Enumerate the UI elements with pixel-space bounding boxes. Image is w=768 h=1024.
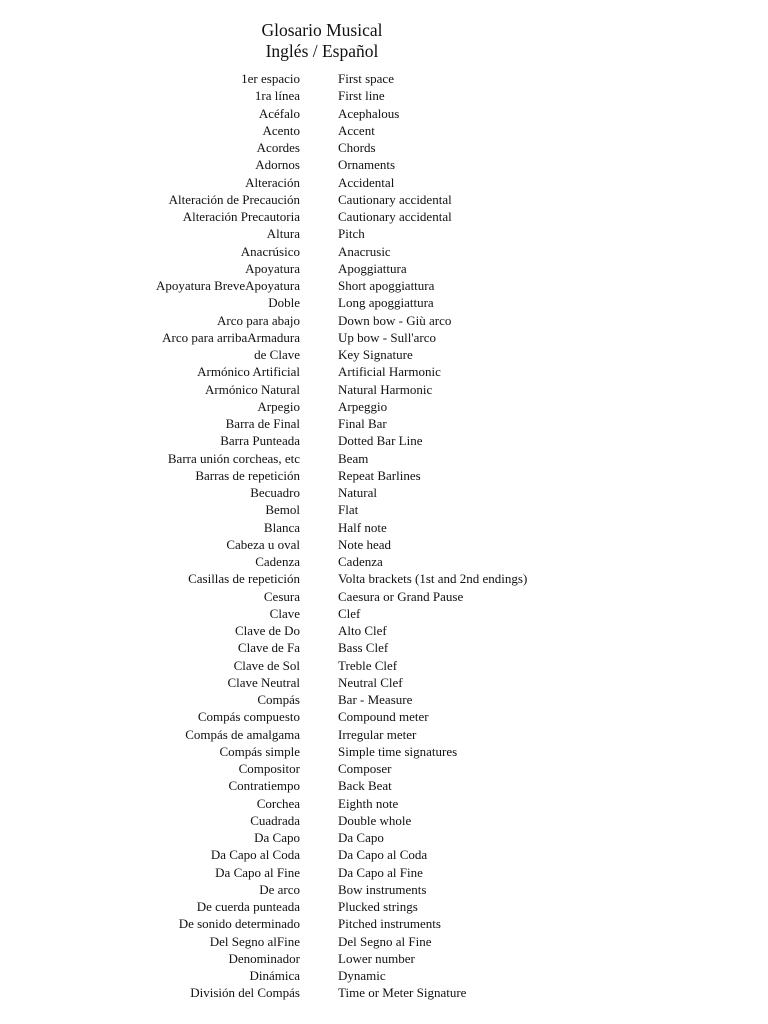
term-english: Beam <box>338 450 369 466</box>
glossary-row <box>0 760 768 777</box>
term-english: Da Capo <box>338 830 384 845</box>
term-spanish: Clave <box>269 605 300 621</box>
glossary-row <box>0 225 768 242</box>
glossary-row <box>0 294 768 311</box>
term-spanish: Becuadro <box>250 485 300 500</box>
term-english: Cautionary accidental <box>338 209 452 224</box>
glossary-row <box>0 777 768 794</box>
term-spanish: Del Segno alFine <box>209 933 300 949</box>
term-english: Plucked strings <box>338 899 418 914</box>
term-english: Pitched instruments <box>338 916 441 932</box>
term-spanish: Armónico Artificial <box>197 364 300 380</box>
term-english: Accent <box>338 122 375 138</box>
glossary-row <box>0 415 768 432</box>
glossary-row <box>0 622 768 639</box>
term-spanish: Da Capo <box>254 830 300 845</box>
term-spanish: Compás <box>257 692 300 707</box>
glossary-row <box>0 87 768 104</box>
term-spanish: Clave Neutral <box>227 674 300 690</box>
term-english: Natural <box>338 485 377 500</box>
term-spanish: Acento <box>262 122 300 138</box>
glossary-row <box>0 829 768 846</box>
term-english: Da Capo al Fine <box>338 864 423 880</box>
term-english: Da Capo al Coda <box>338 847 428 863</box>
term-spanish: Blanca <box>263 519 300 535</box>
term-english: Pitch <box>338 226 365 242</box>
glossary-row <box>0 708 768 725</box>
glossary-row <box>0 639 768 656</box>
glossary-row <box>0 881 768 898</box>
term-english: Ornaments <box>338 157 396 173</box>
term-spanish: Da Capo al Fine <box>215 864 300 880</box>
term-english: Bar - Measure <box>338 692 413 707</box>
glossary-row <box>0 950 768 967</box>
glossary-row <box>0 450 768 467</box>
term-english: Bass Clef <box>338 640 389 656</box>
term-spanish: de Clave <box>254 347 300 362</box>
term-spanish: Denominador <box>228 950 300 966</box>
glossary-row <box>0 812 768 829</box>
term-english: Artificial Harmonic <box>338 364 441 380</box>
term-spanish: De cuerda punteada <box>196 899 300 914</box>
glossary-row <box>0 933 768 950</box>
term-english: Simple time signatures <box>338 743 458 759</box>
term-spanish: 1ra línea <box>254 88 300 104</box>
term-spanish: Bemol <box>265 502 300 518</box>
glossary-row <box>0 467 768 484</box>
glossary-row <box>0 967 768 984</box>
glossary-row <box>0 312 768 329</box>
term-spanish: División del Compás <box>190 985 300 1001</box>
term-english: Clef <box>338 605 361 621</box>
term-spanish: Barra Punteada <box>220 433 300 449</box>
glossary-row <box>0 70 768 87</box>
term-english: Up bow - Sull'arco <box>338 329 437 345</box>
glossary-row <box>0 243 768 260</box>
term-english: Apoggiattura <box>338 260 407 276</box>
term-english: Acephalous <box>338 105 400 121</box>
term-spanish: Corchea <box>256 795 300 811</box>
term-english: Natural Harmonic <box>338 381 433 397</box>
term-english: Bow instruments <box>338 881 427 897</box>
glossary-row <box>0 346 768 363</box>
glossary-row <box>0 139 768 156</box>
term-spanish: Compás compuesto <box>197 709 300 725</box>
glossary-row <box>0 984 768 1001</box>
term-english: Down bow - Giù arco <box>338 312 452 328</box>
glossary-row <box>0 363 768 380</box>
glossary-row <box>0 570 768 587</box>
glossary-row <box>0 208 768 225</box>
glossary-row <box>0 864 768 881</box>
title-block <box>222 20 422 62</box>
term-spanish: Clave de Do <box>235 623 300 638</box>
term-spanish: Clave de Sol <box>233 657 300 673</box>
term-english: Neutral Clef <box>338 674 403 690</box>
term-english: Caesura or Grand Pause <box>338 588 464 604</box>
term-english: Half note <box>338 519 387 535</box>
term-english: Dynamic <box>338 968 386 983</box>
term-spanish: Anacrúsico <box>240 243 300 259</box>
glossary-row <box>0 398 768 415</box>
term-spanish: Compás de amalgama <box>185 726 300 742</box>
glossary-row <box>0 191 768 208</box>
term-english: First line <box>338 88 385 104</box>
term-english: Anacrusic <box>338 243 391 259</box>
page-title: Glosario Musical <box>261 20 383 40</box>
term-english: Final Bar <box>338 416 387 431</box>
glossary-row <box>0 553 768 570</box>
glossary-row <box>0 726 768 743</box>
glossary-row <box>0 846 768 863</box>
glossary-row <box>0 657 768 674</box>
term-english: Lower number <box>338 950 415 966</box>
term-english: Repeat Barlines <box>338 467 421 483</box>
term-english: First space <box>338 71 394 86</box>
term-english: Dotted Bar Line <box>338 433 423 449</box>
term-english: Back Beat <box>338 778 392 794</box>
glossary-row <box>0 898 768 915</box>
term-spanish: Alteración Precautoria <box>182 209 300 224</box>
term-spanish: Alteración <box>245 174 300 190</box>
term-english: Compound meter <box>338 709 429 725</box>
term-english: Accidental <box>338 174 395 190</box>
term-spanish: Barra de Final <box>225 416 300 431</box>
term-english: Long apoggiattura <box>338 295 434 311</box>
term-spanish: Casillas de repetición <box>188 571 300 587</box>
glossary-row <box>0 536 768 553</box>
glossary-row <box>0 795 768 812</box>
term-spanish: Arpegio <box>257 398 300 414</box>
glossary-row <box>0 381 768 398</box>
term-english: Alto Clef <box>338 623 387 638</box>
term-spanish: Alteración de Precaución <box>168 191 300 207</box>
term-spanish: Compositor <box>238 761 300 776</box>
glossary-row <box>0 105 768 122</box>
glossary-row <box>0 329 768 346</box>
term-spanish: De arco <box>259 881 300 897</box>
term-english: Short apoggiattura <box>338 278 435 293</box>
term-spanish: Dinámica <box>249 968 300 983</box>
glossary-row <box>0 501 768 518</box>
page-subtitle: Inglés / Español <box>265 41 379 61</box>
term-spanish: Cuadrada <box>250 812 300 828</box>
term-spanish: Apoyatura <box>245 260 300 276</box>
term-spanish: Da Capo al Coda <box>210 847 300 863</box>
glossary-row <box>0 519 768 536</box>
glossary-row <box>0 743 768 760</box>
term-spanish: Cabeza u oval <box>226 536 300 552</box>
term-spanish: Arco para arribaArmadura <box>162 329 300 345</box>
term-english: Composer <box>338 761 392 776</box>
glossary-row <box>0 691 768 708</box>
term-spanish: Compás simple <box>219 743 300 759</box>
glossary-row <box>0 156 768 173</box>
glossary-row <box>0 484 768 501</box>
glossary-row <box>0 277 768 294</box>
term-spanish: Acordes <box>256 140 300 155</box>
term-spanish: Adornos <box>255 157 300 173</box>
glossary-row <box>0 432 768 449</box>
term-english: Eighth note <box>338 795 399 811</box>
term-english: Flat <box>338 502 359 518</box>
term-english: Cautionary accidental <box>338 191 452 207</box>
glossary-row <box>0 588 768 605</box>
term-english: Arpeggio <box>338 398 388 414</box>
term-english: Time or Meter Signature <box>338 985 467 1001</box>
term-spanish: Cesura <box>263 588 300 604</box>
term-english: Cadenza <box>338 554 383 569</box>
term-spanish: Doble <box>268 295 300 311</box>
term-english: Volta brackets (1st and 2nd endings) <box>338 571 528 587</box>
term-spanish: Acéfalo <box>258 105 300 121</box>
glossary-row <box>0 605 768 622</box>
glossary-row <box>0 260 768 277</box>
term-english: Del Segno al Fine <box>338 933 432 949</box>
term-english: Treble Clef <box>338 657 398 673</box>
term-spanish: Clave de Fa <box>237 640 300 656</box>
term-spanish: De sonido determinado <box>178 916 300 932</box>
glossary-row <box>0 674 768 691</box>
term-english: Chords <box>338 140 376 155</box>
term-spanish: Barra unión corcheas, etc <box>167 450 300 466</box>
glossary-list <box>0 70 768 1002</box>
term-english: Double whole <box>338 812 412 828</box>
term-spanish: Armónico Natural <box>205 381 300 397</box>
term-spanish: Cadenza <box>255 554 300 569</box>
term-english: Key Signature <box>338 347 413 362</box>
term-spanish: Barras de repetición <box>195 467 300 483</box>
term-spanish: Apoyatura BreveApoyatura <box>155 278 300 293</box>
glossary-row <box>0 174 768 191</box>
term-spanish: 1er espacio <box>241 71 300 86</box>
glossary-row <box>0 915 768 932</box>
term-spanish: Contratiempo <box>228 778 300 794</box>
glossary-row <box>0 122 768 139</box>
term-spanish: Arco para abajo <box>216 312 300 328</box>
term-english: Note head <box>338 536 392 552</box>
term-spanish: Altura <box>266 226 300 242</box>
term-english: Irregular meter <box>338 726 417 742</box>
